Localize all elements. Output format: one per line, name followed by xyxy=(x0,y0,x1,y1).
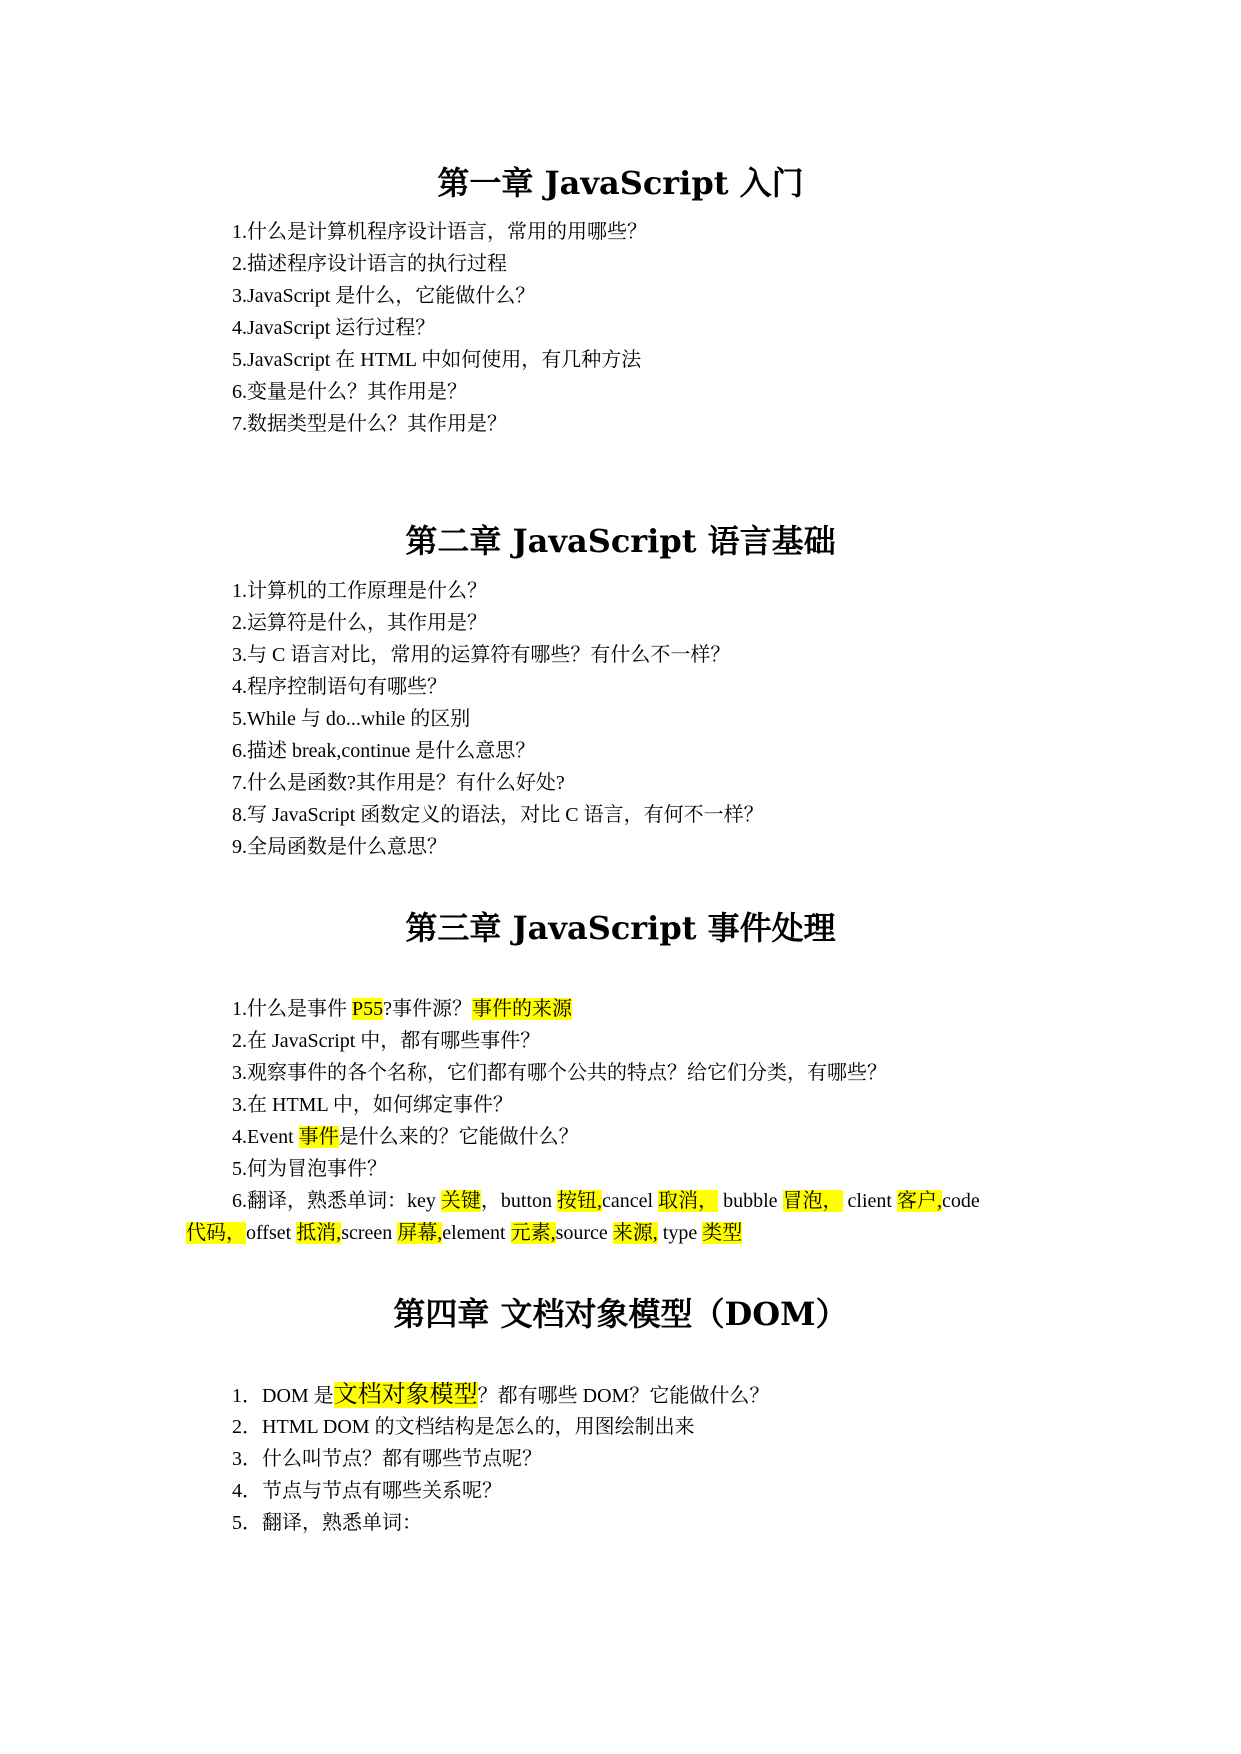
chapter-2-question-5: 5.While 与 do...while 的区别 xyxy=(232,708,471,730)
vocab-text: source xyxy=(555,1222,613,1244)
vocab-text: type xyxy=(657,1222,703,1244)
vocab-text: offset xyxy=(246,1222,297,1244)
q5-text-a: 4.Event xyxy=(232,1126,299,1148)
chapter-3-question-6: 5.何为冒泡事件？ xyxy=(232,1158,387,1180)
chapter-1-question-5: 5.JavaScript 在 HTML 中如何使用，有几种方法 xyxy=(232,349,642,371)
vocab-source: 来源, xyxy=(612,1222,658,1244)
vocab-element: 元素, xyxy=(510,1222,556,1244)
chapter-1-question-4: 4.JavaScript 运行过程？ xyxy=(232,317,436,339)
vocab-text: ，button xyxy=(480,1190,558,1212)
q1-highlight-source: 事件的来源 xyxy=(472,998,573,1020)
vocab-key: 关键 xyxy=(440,1190,481,1212)
chapter-4-question-2: 2．HTML DOM 的文档结构是怎么的，用图绘制出来 xyxy=(232,1416,695,1438)
vocab-type: 类型 xyxy=(702,1222,743,1244)
chapter-3-vocab-line-2 xyxy=(186,1219,742,1247)
chapter-2-question-2: 2.运算符是什么，其作用是？ xyxy=(232,612,487,634)
vocab-bubble: 冒泡， xyxy=(782,1190,843,1212)
vocab-button: 按钮, xyxy=(557,1190,603,1212)
vocab-client: 客户, xyxy=(896,1190,942,1212)
q1-highlight-page: P55 xyxy=(352,998,384,1020)
q1-text-c: ?事件源？ xyxy=(383,998,473,1020)
chapter-3-title: 第三章 JavaScript 事件处理 xyxy=(405,909,836,947)
chapter-1-question-3: 3.JavaScript 是什么，它能做什么？ xyxy=(232,285,536,307)
vocab-text: cancel xyxy=(602,1190,659,1212)
q1-highlight-dom: 文档对象模型 xyxy=(333,1382,478,1408)
chapter-2-title: 第二章 JavaScript 语言基础 xyxy=(405,522,836,560)
q1-text-a: 1．DOM 是 xyxy=(232,1385,334,1407)
chapter-1-question-7: 7.数据类型是什么？其作用是？ xyxy=(232,413,507,435)
chapter-2-question-3: 3.与 C 语言对比，常用的运算符有哪些？有什么不一样？ xyxy=(232,644,731,666)
chapter-1-question-6: 6.变量是什么？其作用是？ xyxy=(232,381,467,403)
vocab-offset: 抵消, xyxy=(296,1222,342,1244)
chapter-2-question-6: 6.描述 break,continue 是什么意思？ xyxy=(232,740,536,762)
q1-text-c: ？都有哪些 DOM？它能做什么？ xyxy=(477,1385,770,1407)
vocab-text: element xyxy=(442,1222,511,1244)
chapter-4-question-5: 5．翻译，熟悉单词： xyxy=(232,1512,422,1534)
chapter-3-vocab-line-1 xyxy=(232,1187,980,1215)
chapter-3-question-3: 3.观察事件的各个名称，它们都有哪个公共的特点？给它们分类，有哪些？ xyxy=(232,1062,887,1084)
chapter-4-question-1 xyxy=(232,1381,769,1410)
chapter-4-question-4: 4．节点与节点有哪些关系呢？ xyxy=(232,1480,502,1502)
vocab-text: client xyxy=(842,1190,897,1212)
q5-text-c: 是什么来的？它能做什么？ xyxy=(338,1126,579,1148)
chapter-3-question-1 xyxy=(232,995,572,1023)
vocab-code: 代码， xyxy=(186,1222,246,1244)
vocab-cancel: 取消， xyxy=(658,1190,719,1212)
chapter-3-question-2: 2.在 JavaScript 中，都有哪些事件？ xyxy=(232,1030,541,1052)
q5-highlight-event: 事件 xyxy=(298,1126,339,1148)
chapter-1-question-1: 1.什么是计算机程序设计语言，常用的用哪些？ xyxy=(232,221,647,243)
vocab-text: screen xyxy=(341,1222,398,1244)
chapter-3-question-4: 3.在 HTML 中，如何绑定事件？ xyxy=(232,1094,513,1116)
chapter-4-title: 第四章 文档对象模型（DOM） xyxy=(393,1295,848,1333)
chapter-3-question-5 xyxy=(232,1123,579,1151)
vocab-screen: 屏幕, xyxy=(397,1222,443,1244)
chapter-2-question-7: 7.什么是函数?其作用是？有什么好处? xyxy=(232,772,565,794)
q1-text-a: 1.什么是事件 xyxy=(232,998,352,1020)
chapter-4-question-3: 3．什么叫节点？都有哪些节点呢？ xyxy=(232,1448,542,1470)
vocab-prefix: 6.翻译，熟悉单词：key xyxy=(232,1190,441,1212)
chapter-2-question-8: 8.写 JavaScript 函数定义的语法，对比 C 语言，有何不一样？ xyxy=(232,804,764,826)
chapter-2-question-4: 4.程序控制语句有哪些？ xyxy=(232,676,447,698)
chapter-1-title: 第一章 JavaScript 入门 xyxy=(437,164,804,202)
chapter-2-question-9: 9.全局函数是什么意思？ xyxy=(232,836,447,858)
chapter-1-question-2: 2.描述程序设计语言的执行过程 xyxy=(232,253,507,275)
vocab-text: code xyxy=(941,1190,980,1212)
vocab-text: bubble xyxy=(718,1190,783,1212)
chapter-2-question-1: 1.计算机的工作原理是什么？ xyxy=(232,580,487,602)
